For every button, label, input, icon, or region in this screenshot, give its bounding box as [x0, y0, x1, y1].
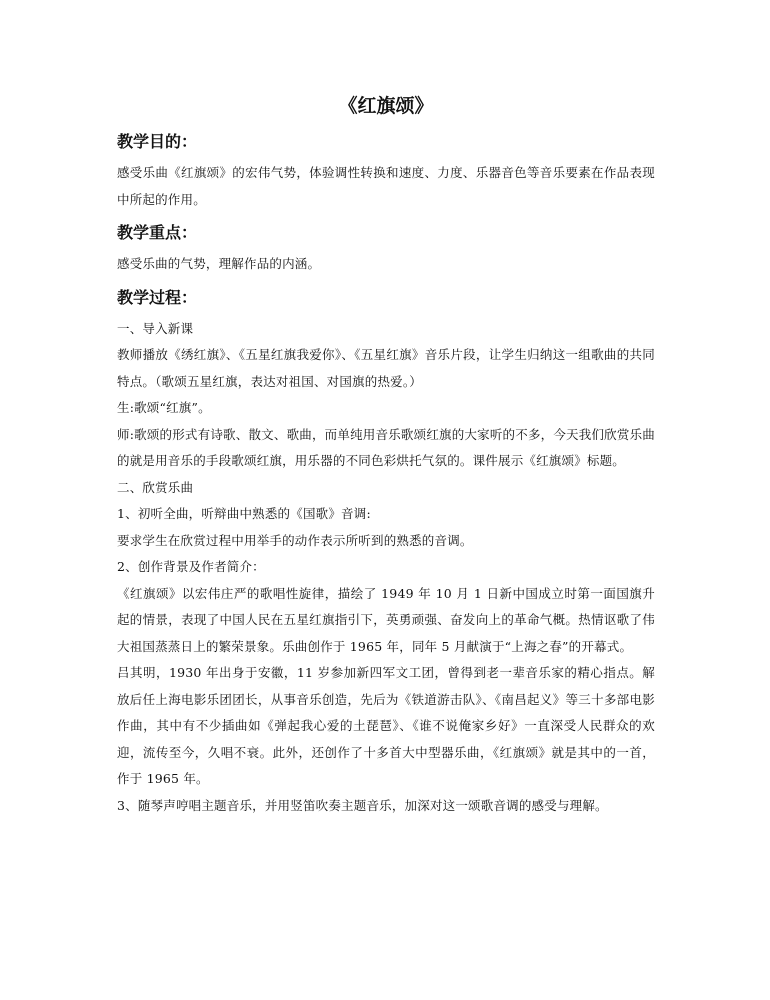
process-paragraph: 生:歌颂“红旗”。: [117, 400, 211, 415]
process-paragraph: 3、随琴声哼唱主题音乐，并用竖笛吹奏主题音乐，加深对这一颂歌音调的感受与理解。: [117, 797, 608, 813]
section-heading-goal: 教学目的：: [117, 132, 198, 151]
process-paragraph: 《红旗颂》以宏伟庄严的歌唱性旋律，描绘了 1949 年 10 月 1 日新中国成立时第一面国旗升起的情景，表现了中国人民在五星红旗指引下，英勇顽强、奋发向上的革命气概。热情讴歌了伟大祖国蒸蒸日上的繁荣景象。乐曲创作于 1965 年，同年 5 月献演于“上海之春”的开幕式。: [117, 585, 655, 654]
section-heading-focus: 教学重点：: [117, 223, 198, 242]
process-paragraph: 师:歌颂的形式有诗歌、散文、歌曲，而单纯用音乐歌颂红旗的大家听的不多，今天我们欣赏乐曲的就是用音乐的手段歌颂红旗，用乐器的不同色彩烘托气氛的。课件展示《红旗颂》标题。: [117, 426, 655, 468]
goal-text: 感受乐曲《红旗颂》的宏伟气势，体验调性转换和速度、力度、乐器音色等音乐要素在作品表现中所起的作用。: [117, 165, 655, 207]
process-paragraph: 二、欣赏乐曲: [117, 479, 194, 495]
process-paragraph: 吕其明，1930 年出身于安徽，11 岁参加新四军文工团，曾得到老一辈音乐家的精心指点。解放后任上海电影乐团团长，从事音乐创造，先后为《铁道游击队》、《南昌起义》等三十多部电影作曲，其中有不少插曲如《弹起我心爱的土琵琶》、《谁不说俺家乡好》一直深受人民群众的欢迎，流传至今，久唱不衰。此外，还创作了十多首大中型器乐曲，《红旗颂》就是其中的一首，作于 1965 年。: [117, 665, 655, 786]
process-paragraph: 教师播放《绣红旗》、《五星红旗我爱你》、《五星红旗》音乐片段，让学生归纳这一组歌曲的共同特点。（歌颂五星红旗，表达对祖国、对国旗的热爱。）: [117, 347, 655, 389]
section-heading-process: 教学过程：: [117, 287, 198, 307]
document-title: 《红旗颂》: [338, 95, 434, 117]
process-paragraph: 2、创作背景及作者简介：: [117, 559, 265, 574]
process-paragraph: 1、初听全曲，听辩曲中熟悉的《国歌》音调:: [117, 506, 371, 521]
focus-text: 感受乐曲的气势，理解作品的内涵。: [117, 256, 321, 271]
document-page: [117, 92, 655, 819]
process-paragraph: 要求学生在欣赏过程中用举手的动作表示所听到的熟悉的音调。: [117, 532, 473, 548]
process-paragraph: 一、导入新课: [117, 320, 194, 336]
